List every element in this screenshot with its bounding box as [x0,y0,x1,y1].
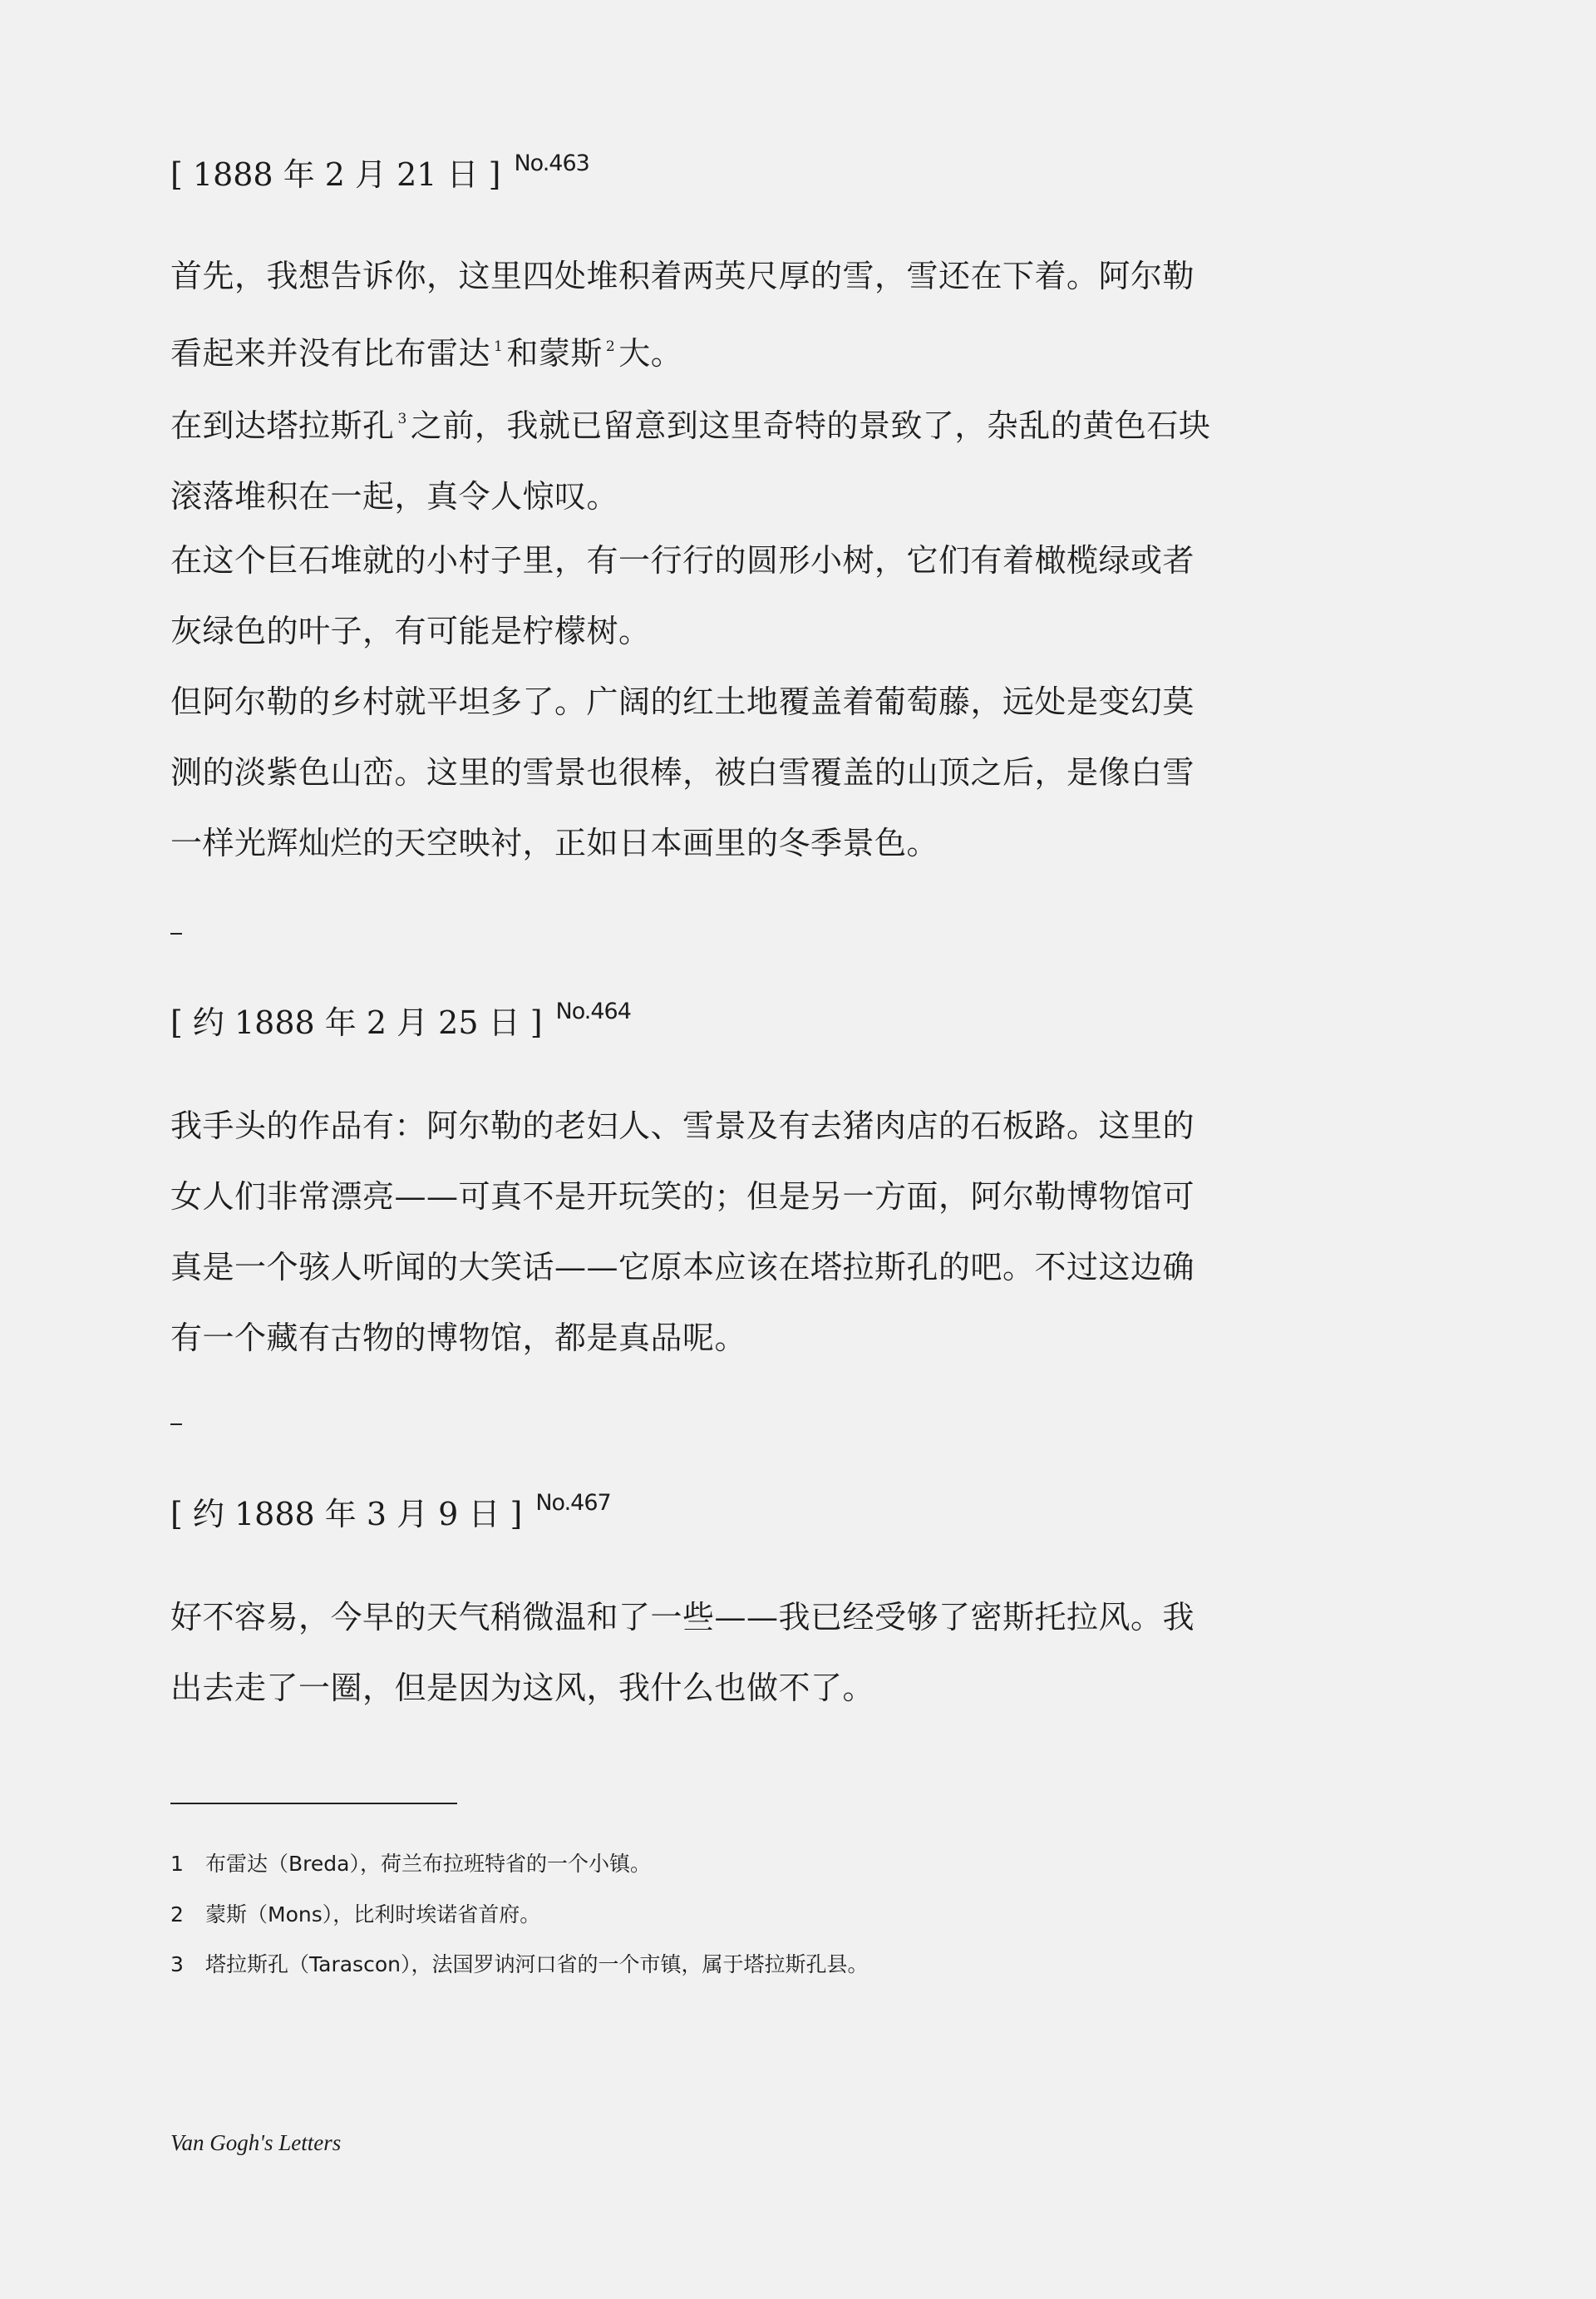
footnote [170,1902,540,1928]
date-text: [ 约 1888 年 3 月 9 日 ] [170,1496,523,1532]
paragraph-text: 首先，我想告诉你，这里四处堆积着两英尺厚的雪，雪还在下着。阿尔勒看起来并没有比布雷达 [170,258,1195,372]
letter-date-heading [170,1490,611,1538]
paragraph-text: 大。 [618,335,683,372]
date-text: [ 1888 年 2 月 21 日 ] [170,156,501,193]
letter-number: No.464 [555,999,631,1024]
letter-number: No.467 [535,1490,611,1516]
footnote-text: 蒙斯（Mons），比利时埃诺省首府。 [205,1902,541,1927]
paragraph: 我手头的作品有：阿尔勒的老妇人、雪景及有去猪肉店的石板路。这里的女人们非常漂亮——可真不是开玩笑的；但是另一方面，阿尔勒博物馆可真是一个骇人听闻的大笑话——它原本应该在塔拉斯孔的吧。不过这边确有一个藏有古物的博物馆，都是真品呢。 [170,1108,1195,1356]
paragraph-text: 在到达塔拉斯孔 [170,407,395,444]
footnote-number: 1 [170,1852,184,1876]
footnote-number: 2 [170,1902,184,1927]
section-divider [170,933,182,935]
running-footer: Van Gogh's Letters [170,2130,342,2155]
footnote-rule [170,1803,457,1804]
paragraph [170,384,1226,532]
date-text: [ 约 1888 年 2 月 25 日 ] [170,1004,543,1041]
paragraph: 在这个巨石堆就的小村子里，有一行行的圆形小树，它们有着橄榄绿或者灰绿色的叶子，有可能是柠檬树。 [170,542,1195,649]
section-divider [170,1423,182,1425]
letter-date-heading [170,999,631,1047]
footnote [170,1951,868,1978]
paragraph-text: 之前，我就已留意到这里奇特的景致了，杂乱的黄色石块滚落堆积在一起，真令人惊叹。 [170,407,1211,515]
footnote [170,1851,651,1877]
letter-number: No.463 [514,150,589,176]
letter-date-heading [170,150,589,199]
footnote-ref: 1 [494,338,504,355]
paragraph-text: 和蒙斯 [506,335,603,372]
footnote-number: 3 [170,1952,184,1976]
footnote-text: 塔拉斯孔（Tarascon），法国罗讷河口省的一个市镇，属于塔拉斯孔县。 [205,1952,869,1976]
footnote-text: 布雷达（Breda），荷兰布拉班特省的一个小镇。 [205,1852,651,1876]
paragraph: 好不容易，今早的天气稍微温和了一些——我已经受够了密斯托拉风。我出去走了一圈，但是因为这风，我什么也做不了。 [170,1599,1195,1706]
paragraph [170,241,1226,389]
footnote-ref: 3 [397,411,407,427]
footnote-ref: 2 [605,338,616,355]
paragraph: 但阿尔勒的乡村就平坦多了。广阔的红土地覆盖着葡萄藤，远处是变幻莫测的淡紫色山峦。这里的雪景也很棒，被白雪覆盖的山顶之后，是像白雪一样光辉灿烂的天空映衬，正如日本画里的冬季景色。 [170,683,1195,861]
